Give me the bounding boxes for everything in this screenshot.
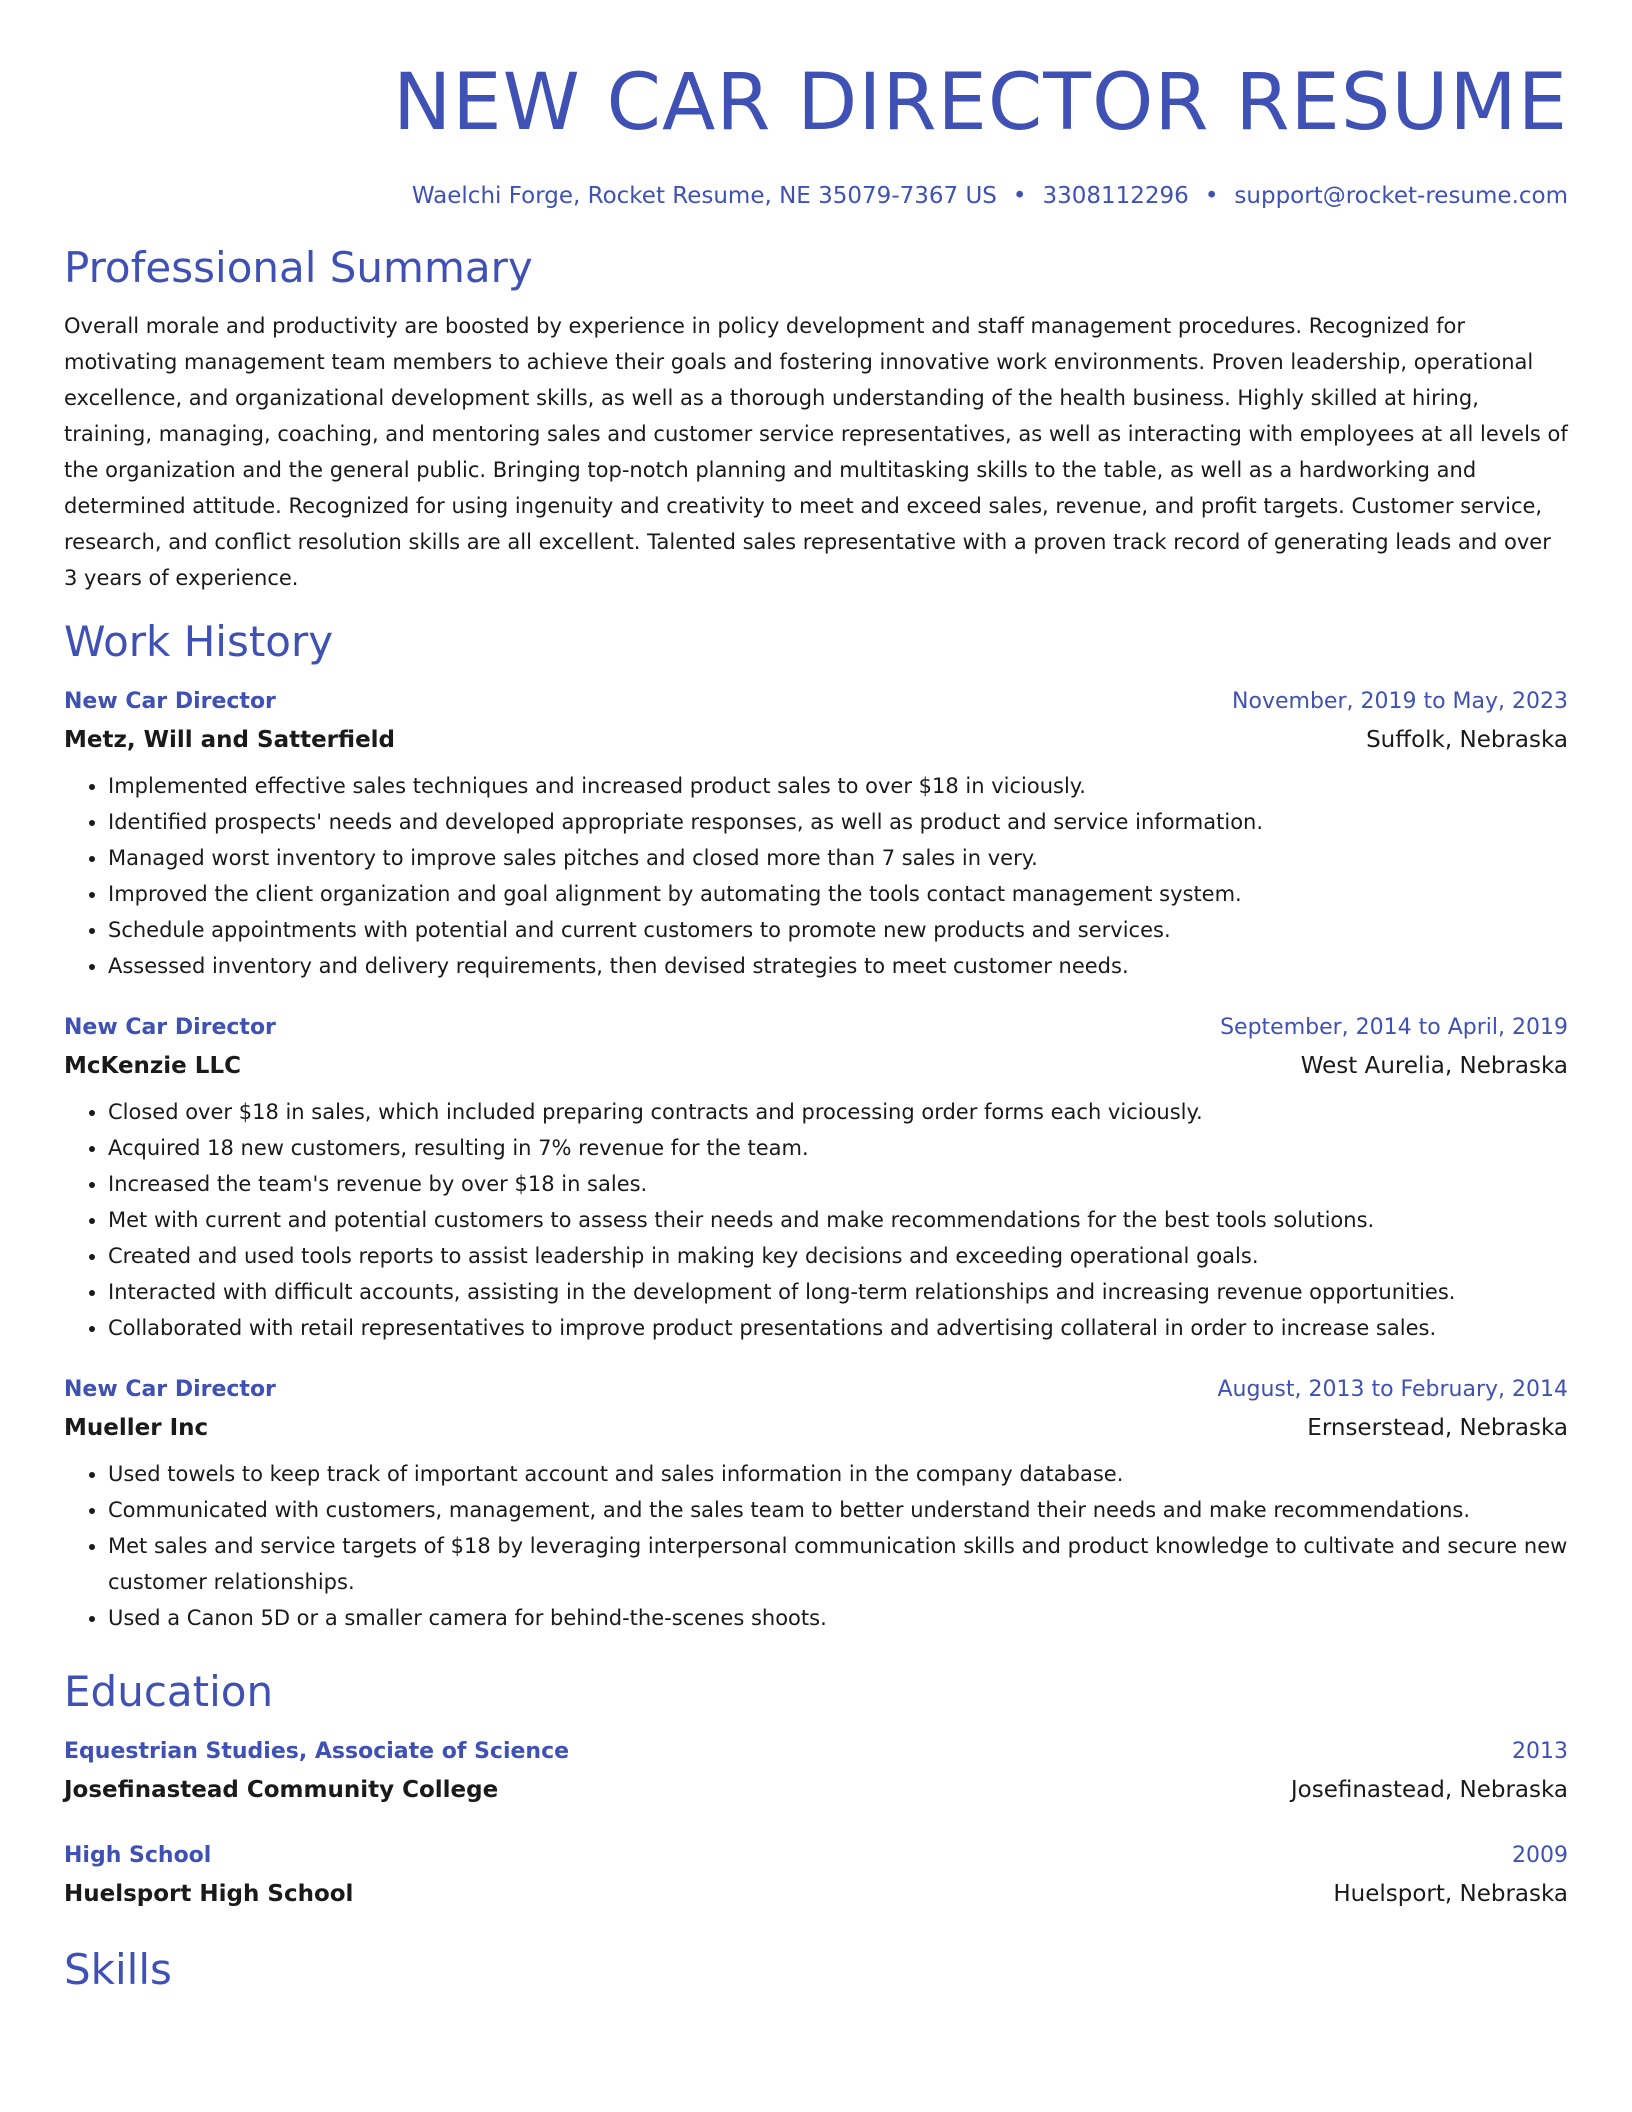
education-school: Huelsport High School <box>64 1881 354 1907</box>
job-bullet: • Used towels to keep track of important account and sales information in the company database. <box>108 1456 1568 1492</box>
education-location: Huelsport, Nebraska <box>1333 1881 1568 1907</box>
education-school: Josefinastead Community College <box>64 1777 499 1803</box>
contact-separator: • <box>1012 183 1027 209</box>
work-history-heading: Work History <box>64 617 334 666</box>
education-header-row <box>64 1838 1568 1874</box>
job-dates: August, 2013 to February, 2014 <box>1217 1377 1568 1402</box>
job-role: New Car Director <box>64 689 276 714</box>
job-header-row <box>64 684 1568 720</box>
education-degree: High School <box>64 1843 212 1868</box>
job-bullet: • Closed over $18 in sales, which included preparing contracts and processing order forms each viciously. <box>108 1094 1568 1130</box>
job-entry <box>64 1372 1568 1636</box>
job-entry <box>64 1010 1568 1346</box>
job-bullet: • Managed worst inventory to improve sales pitches and closed more than 7 sales in very. <box>108 840 1568 876</box>
education-location: Josefinastead, Nebraska <box>1290 1777 1568 1803</box>
job-location: Ernserstead, Nebraska <box>1307 1415 1568 1441</box>
job-bullet: • Implemented effective sales techniques and increased product sales to over $18 in viciously. <box>108 768 1568 804</box>
education-header-row <box>64 1734 1568 1770</box>
job-bullet-list <box>64 1456 1568 1636</box>
education-school-row <box>64 1770 1568 1810</box>
education-year: 2013 <box>1512 1739 1568 1764</box>
job-bullet: • Interacted with difficult accounts, assisting in the development of long-term relationships and increasing revenue opportunities. <box>108 1274 1568 1310</box>
job-bullet: • Met sales and service targets of $18 by leveraging interpersonal communication skills and product knowledge to cultivate and secure new customer relationships. <box>108 1528 1568 1600</box>
job-role: New Car Director <box>64 1377 276 1402</box>
job-bullet: • Communicated with customers, management, and the sales team to better understand their needs and make recommendations. <box>108 1492 1568 1528</box>
contact-email: support@rocket-resume.com <box>1234 183 1568 209</box>
job-company-row <box>64 1046 1568 1086</box>
contact-phone: 3308112296 <box>1042 183 1189 209</box>
job-company: Metz, Will and Satterfield <box>64 727 396 753</box>
job-bullet: • Assessed inventory and delivery requirements, then devised strategies to meet customer needs. <box>108 948 1568 984</box>
job-bullet: • Increased the team's revenue by over $18 in sales. <box>108 1166 1568 1202</box>
education-heading: Education <box>64 1667 274 1716</box>
resume-page <box>64 48 1568 1998</box>
job-location: Suffolk, Nebraska <box>1366 727 1568 753</box>
job-company: McKenzie LLC <box>64 1053 241 1079</box>
education-entry <box>64 1838 1568 1914</box>
contact-line <box>64 180 1568 212</box>
contact-separator: • <box>1204 183 1219 209</box>
job-role: New Car Director <box>64 1015 276 1040</box>
job-company-row <box>64 1408 1568 1448</box>
contact-address: Waelchi Forge, Rocket Resume, NE 35079-7367 US <box>411 183 997 209</box>
education-year: 2009 <box>1512 1843 1568 1868</box>
education-degree: Equestrian Studies, Associate of Science <box>64 1739 570 1764</box>
job-dates: November, 2019 to May, 2023 <box>1232 689 1568 714</box>
job-dates: September, 2014 to April, 2019 <box>1220 1015 1568 1040</box>
education-entry <box>64 1734 1568 1810</box>
job-bullet: • Identified prospects' needs and developed appropriate responses, as well as product and service information. <box>108 804 1568 840</box>
resume-title: NEW CAR DIRECTOR RESUME <box>392 58 1568 148</box>
job-bullet: • Used a Canon 5D or a smaller camera for behind-the-scenes shoots. <box>108 1600 1568 1636</box>
job-company-row <box>64 720 1568 760</box>
job-bullet: • Improved the client organization and goal alignment by automating the tools contact management system. <box>108 876 1568 912</box>
job-bullet: • Created and used tools reports to assist leadership in making key decisions and exceeding operational goals. <box>108 1238 1568 1274</box>
job-entry <box>64 684 1568 984</box>
job-location: West Aurelia, Nebraska <box>1300 1053 1568 1079</box>
job-bullet: • Collaborated with retail representatives to improve product presentations and advertising collateral in order to increase sales. <box>108 1310 1568 1346</box>
job-header-row <box>64 1010 1568 1046</box>
job-bullet-list <box>64 768 1568 984</box>
job-bullet: • Acquired 18 new customers, resulting in 7% revenue for the team. <box>108 1130 1568 1166</box>
job-bullet-list <box>64 1094 1568 1346</box>
job-company: Mueller Inc <box>64 1415 209 1441</box>
summary-text: Overall morale and productivity are boosted by experience in policy development and staff management procedures. Recognized for motivating management team members to achieve their goals and fostering innovative work environments. Proven leadership, operational excellence, and organizational development skills, as well as a thorough understanding of the health business. Highly skilled at hiring, training, managing, coaching, and mentoring sales and customer service representatives, as well as interacting with employees at all levels of the organization and the general public. Bringing top-notch planning and multitasking skills to the table, as well as a hardworking and determined attitude. Recognized for using ingenuity and creativity to meet and exceed sales, revenue, and profit targets. Customer service, research, and conflict resolution skills are all excellent. Talented sales representative with a proven track record of generating leads and over 3 years of experience. <box>64 314 1568 590</box>
job-bullet: • Schedule appointments with potential and current customers to promote new products and services. <box>108 912 1568 948</box>
job-header-row <box>64 1372 1568 1408</box>
education-school-row <box>64 1874 1568 1914</box>
skills-heading: Skills <box>64 1945 172 1994</box>
job-bullet: • Met with current and potential customers to assess their needs and make recommendations for the best tools solutions. <box>108 1202 1568 1238</box>
summary-heading: Professional Summary <box>64 243 533 292</box>
